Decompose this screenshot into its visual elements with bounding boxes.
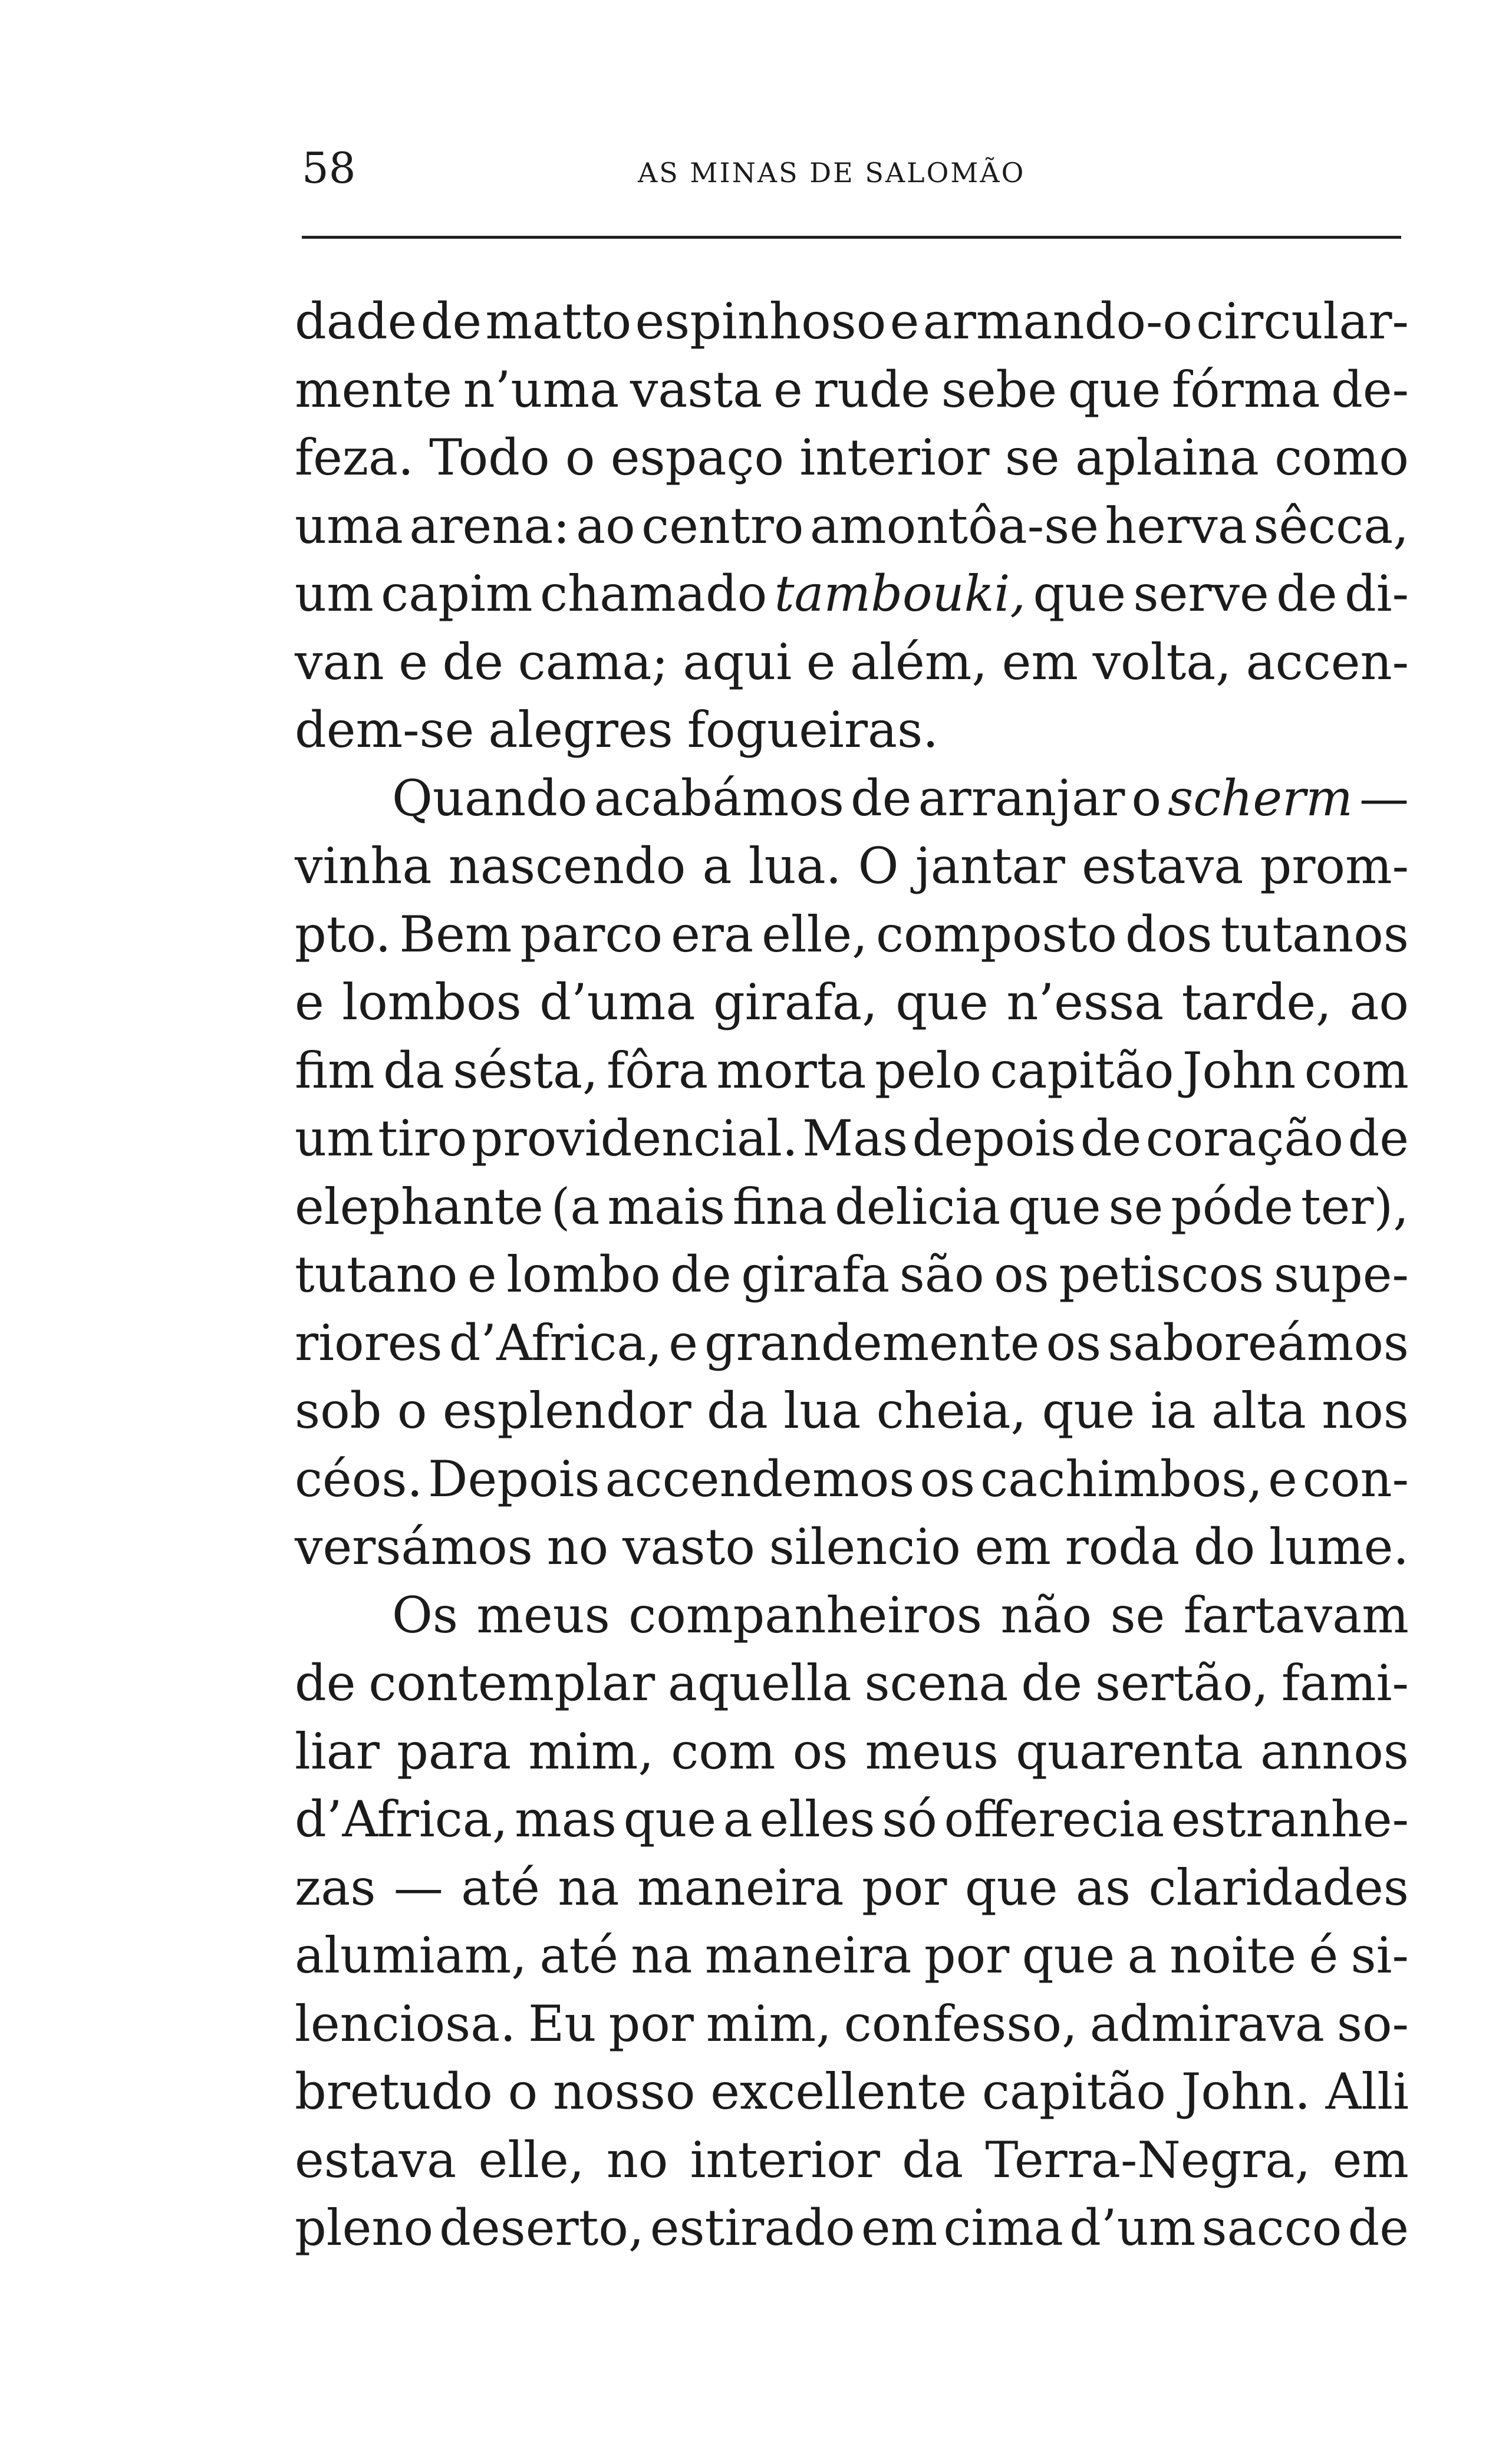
word: pelo bbox=[875, 1041, 981, 1099]
word: dem-se bbox=[295, 701, 475, 759]
word: Todo bbox=[429, 429, 550, 486]
word: alegres bbox=[488, 701, 673, 759]
word: versámos bbox=[295, 1518, 533, 1576]
text-line bbox=[295, 1513, 1409, 1582]
text-line bbox=[295, 1309, 1409, 1378]
word: o bbox=[397, 1382, 427, 1440]
word: estirado bbox=[650, 2199, 855, 2257]
word: jantar bbox=[915, 837, 1065, 895]
word: alta bbox=[1211, 1382, 1306, 1440]
word: liar bbox=[295, 1722, 380, 1780]
word: meus bbox=[476, 1586, 610, 1644]
word: O bbox=[858, 837, 899, 895]
word: matto bbox=[485, 292, 632, 350]
word: como bbox=[1274, 429, 1409, 486]
word: da bbox=[383, 1041, 444, 1099]
word: os bbox=[994, 1246, 1049, 1303]
word: era bbox=[671, 905, 754, 963]
word: lume. bbox=[1269, 1518, 1409, 1576]
word: chamado bbox=[540, 565, 767, 623]
word: para bbox=[397, 1722, 512, 1780]
word: noite bbox=[1170, 1927, 1297, 1984]
word: do bbox=[1193, 1518, 1256, 1576]
word: petiscos bbox=[1059, 1246, 1264, 1303]
word: tiro bbox=[378, 1109, 467, 1167]
text-line bbox=[295, 492, 1409, 561]
text-line bbox=[295, 2126, 1409, 2195]
word: lenciosa. bbox=[295, 1994, 516, 2053]
header-rule bbox=[302, 236, 1401, 239]
text-line bbox=[295, 1173, 1409, 1242]
word: saboreámos bbox=[1108, 1313, 1409, 1372]
word: no bbox=[606, 2130, 668, 2189]
word: a bbox=[702, 837, 732, 895]
word: são bbox=[899, 1246, 984, 1303]
word: circular- bbox=[1196, 292, 1409, 350]
word: tarde, bbox=[1181, 973, 1332, 1031]
word: feza. bbox=[295, 429, 414, 486]
text-line bbox=[295, 2058, 1409, 2126]
word: e bbox=[398, 633, 428, 691]
text-line bbox=[295, 832, 1409, 901]
word: parco bbox=[520, 905, 663, 963]
word: acabámos bbox=[594, 769, 844, 827]
word: e bbox=[773, 360, 803, 419]
word: amontôa-se bbox=[809, 496, 1099, 555]
word: e bbox=[890, 292, 920, 350]
text-line bbox=[295, 1649, 1409, 1718]
word: interior bbox=[690, 2130, 880, 2189]
word: de bbox=[670, 1246, 732, 1303]
word: capim bbox=[381, 565, 533, 623]
word: maneira bbox=[637, 1858, 844, 1916]
word: depois bbox=[912, 1109, 1076, 1167]
word: admirava bbox=[1089, 1994, 1325, 2053]
word: coração bbox=[1145, 1109, 1344, 1167]
word: fartavam bbox=[1183, 1586, 1409, 1644]
word: de bbox=[1276, 565, 1338, 623]
word: roda bbox=[1065, 1518, 1180, 1576]
word: o bbox=[565, 429, 595, 486]
word: céos. bbox=[295, 1450, 423, 1508]
word: silencio bbox=[769, 1518, 961, 1576]
word: deserto, bbox=[439, 2199, 644, 2257]
word: nascendo bbox=[448, 837, 686, 895]
text-line bbox=[295, 1445, 1409, 1514]
word: d’Africa, bbox=[449, 1313, 663, 1372]
word: sebe bbox=[941, 360, 1058, 419]
word: com bbox=[1304, 1041, 1409, 1099]
word: volta, bbox=[1092, 633, 1232, 691]
word: serve bbox=[1133, 565, 1269, 623]
word: aqui bbox=[683, 633, 792, 691]
word: em bbox=[861, 2199, 938, 2257]
word: offerecia bbox=[944, 1790, 1165, 1848]
word: Mas bbox=[802, 1109, 908, 1167]
text-line bbox=[295, 1786, 1409, 1854]
word: só bbox=[882, 1790, 937, 1848]
word: e bbox=[1268, 1450, 1297, 1508]
word: accendemos bbox=[605, 1450, 915, 1508]
word: sésta, bbox=[453, 1041, 598, 1099]
word: estava bbox=[1082, 837, 1244, 895]
word: os bbox=[792, 1722, 848, 1780]
text-line bbox=[295, 1854, 1409, 1922]
word: Terra-Negra, bbox=[985, 2130, 1311, 2189]
text-line bbox=[295, 1377, 1409, 1445]
word: claridades bbox=[1148, 1858, 1409, 1916]
text-line bbox=[295, 424, 1409, 492]
word: que bbox=[1022, 1927, 1115, 1984]
word: de bbox=[1348, 1109, 1409, 1167]
word: da bbox=[902, 2130, 964, 2189]
word: armando-o bbox=[923, 292, 1193, 350]
word: as bbox=[1075, 1858, 1131, 1916]
word: prom- bbox=[1260, 837, 1409, 895]
word: si- bbox=[1350, 1927, 1409, 1984]
word: excellente bbox=[710, 2063, 967, 2120]
word: lua bbox=[783, 1382, 861, 1440]
word: Depois bbox=[428, 1450, 600, 1508]
word: capitão bbox=[990, 1041, 1174, 1099]
word: que bbox=[1033, 565, 1126, 623]
word: dade bbox=[295, 292, 417, 350]
word: sêcca, bbox=[1253, 496, 1409, 555]
word: fami- bbox=[1281, 1654, 1409, 1712]
word: arranjar bbox=[918, 769, 1125, 827]
word: van bbox=[295, 633, 384, 691]
word: di- bbox=[1344, 565, 1409, 623]
word: d’um bbox=[1069, 2199, 1196, 2257]
word: que bbox=[1042, 1382, 1135, 1440]
word: scherm bbox=[1168, 769, 1353, 827]
word: ao bbox=[1349, 973, 1409, 1031]
word: por bbox=[608, 1994, 694, 2053]
word: e bbox=[668, 1313, 698, 1372]
text-line bbox=[295, 1241, 1409, 1309]
text-line bbox=[295, 1105, 1409, 1173]
word: mas bbox=[515, 1790, 617, 1848]
word: providencial. bbox=[471, 1109, 798, 1167]
running-title: AS MINAS DE SALOMÃO bbox=[638, 157, 1026, 189]
word: Bem bbox=[399, 905, 512, 963]
word: o bbox=[1131, 769, 1162, 827]
word: n’essa bbox=[1006, 973, 1164, 1031]
word: elle, bbox=[762, 905, 868, 963]
word: nos bbox=[1322, 1382, 1409, 1440]
word: morta bbox=[716, 1041, 867, 1099]
word: centro bbox=[641, 496, 804, 555]
word: fina bbox=[732, 1177, 828, 1236]
text-line bbox=[295, 560, 1409, 628]
word: John bbox=[1182, 1041, 1296, 1099]
word: a bbox=[723, 1790, 753, 1848]
word: — bbox=[1359, 769, 1409, 827]
text-line bbox=[295, 2194, 1409, 2263]
word: elephante bbox=[295, 1177, 543, 1236]
word: que bbox=[895, 973, 989, 1031]
word: fôra bbox=[607, 1041, 709, 1099]
word: póde bbox=[1171, 1177, 1293, 1236]
word: composto bbox=[875, 905, 1117, 963]
word: cima bbox=[943, 2199, 1064, 2257]
word: dos bbox=[1125, 905, 1213, 963]
word: capitão bbox=[981, 2063, 1166, 2120]
text-line bbox=[295, 696, 1409, 765]
word: alumiam, bbox=[295, 1927, 527, 1984]
word: que bbox=[964, 1858, 1058, 1916]
word: aquella bbox=[668, 1654, 852, 1712]
word: fogueiras. bbox=[687, 701, 938, 759]
word: d’Africa, bbox=[295, 1790, 508, 1848]
word: de bbox=[1021, 1654, 1082, 1712]
word: cama; bbox=[518, 633, 668, 691]
word: estava bbox=[295, 2130, 457, 2189]
word: delicia bbox=[834, 1177, 1001, 1236]
word: sob bbox=[295, 1382, 382, 1440]
word: espinhoso bbox=[635, 292, 887, 350]
word: da bbox=[707, 1382, 768, 1440]
text-line bbox=[295, 969, 1409, 1037]
word: lombos bbox=[342, 973, 522, 1031]
word: vinha bbox=[295, 837, 432, 895]
word: mente bbox=[295, 360, 452, 419]
word: os bbox=[1046, 1313, 1102, 1372]
word: companheiros bbox=[628, 1586, 982, 1644]
word: e bbox=[467, 1246, 497, 1303]
word: se bbox=[1110, 1586, 1165, 1644]
word: d’uma bbox=[539, 973, 696, 1031]
body-text bbox=[295, 288, 1409, 2263]
word: até bbox=[539, 1927, 618, 1984]
word: na bbox=[631, 1927, 693, 1984]
word: a bbox=[1127, 1927, 1157, 1984]
word: pleno bbox=[295, 2199, 434, 2257]
word: girafa, bbox=[713, 973, 878, 1031]
word: riores bbox=[295, 1313, 443, 1372]
word: esplendor bbox=[442, 1382, 691, 1440]
word: zas bbox=[295, 1858, 376, 1916]
word: de bbox=[442, 633, 503, 691]
word: pto. bbox=[295, 905, 391, 963]
word: fórma bbox=[1171, 360, 1320, 419]
word: de bbox=[1348, 2199, 1409, 2257]
word: aplaina bbox=[1075, 429, 1259, 486]
text-line bbox=[295, 765, 1409, 833]
word: Os bbox=[392, 1586, 458, 1644]
word: e bbox=[295, 973, 324, 1031]
word: espaço bbox=[610, 429, 785, 486]
word: de bbox=[851, 769, 912, 827]
text-line bbox=[295, 1718, 1409, 1786]
word: — bbox=[393, 1858, 443, 1916]
word: uma bbox=[295, 496, 403, 555]
word: elles bbox=[759, 1790, 875, 1848]
word: se bbox=[1004, 429, 1060, 486]
word: confesso, bbox=[844, 1994, 1078, 2053]
word: no bbox=[546, 1518, 609, 1576]
word: ter), bbox=[1300, 1177, 1409, 1236]
word: estranhe- bbox=[1171, 1790, 1409, 1848]
word: interior bbox=[799, 429, 990, 486]
word: Eu bbox=[528, 1994, 597, 2053]
word: de bbox=[420, 292, 482, 350]
word: cheia, bbox=[876, 1382, 1027, 1440]
word: mim, bbox=[706, 1994, 832, 2053]
text-line bbox=[295, 901, 1409, 969]
word: arena: bbox=[409, 496, 570, 555]
text-line bbox=[295, 628, 1409, 697]
text-line bbox=[295, 1037, 1409, 1105]
word: é bbox=[1309, 1927, 1339, 1984]
word: mais bbox=[607, 1177, 726, 1236]
word: con- bbox=[1302, 1450, 1409, 1508]
word: de- bbox=[1331, 360, 1409, 419]
word: que bbox=[623, 1790, 717, 1848]
word: mim, bbox=[528, 1722, 654, 1780]
word: (a bbox=[551, 1177, 600, 1236]
word: contemplar bbox=[368, 1654, 655, 1712]
word: maneira bbox=[704, 1927, 912, 1984]
word: sertão, bbox=[1095, 1654, 1269, 1712]
word: um bbox=[295, 1109, 374, 1167]
word: annos bbox=[1260, 1722, 1409, 1780]
text-line bbox=[295, 1990, 1409, 2059]
word: meus bbox=[865, 1722, 999, 1780]
word: bretudo bbox=[295, 2063, 493, 2120]
word: não bbox=[1000, 1586, 1092, 1644]
word: John. bbox=[1181, 2063, 1310, 2120]
word: Quando bbox=[392, 769, 588, 827]
word: de bbox=[1080, 1109, 1142, 1167]
word: por bbox=[924, 1927, 1010, 1984]
word: tutano bbox=[295, 1246, 458, 1303]
text-line bbox=[295, 288, 1409, 356]
text-line bbox=[295, 1582, 1409, 1650]
word: em bbox=[974, 1518, 1051, 1576]
text-line bbox=[295, 356, 1409, 424]
word: em bbox=[1002, 633, 1078, 691]
word: tambouki, bbox=[774, 565, 1026, 623]
word: que bbox=[1008, 1177, 1101, 1236]
word: nosso bbox=[552, 2063, 696, 2120]
word: sacco bbox=[1201, 2199, 1342, 2257]
word: de bbox=[295, 1654, 356, 1712]
word: em bbox=[1332, 2130, 1409, 2189]
word: elle, bbox=[478, 2130, 585, 2189]
word: o bbox=[508, 2063, 538, 2120]
word: os bbox=[920, 1450, 976, 1508]
word: com bbox=[671, 1722, 776, 1780]
word: tutanos bbox=[1220, 905, 1409, 963]
word: accen- bbox=[1246, 633, 1409, 691]
word: se bbox=[1108, 1177, 1164, 1236]
word: n’uma bbox=[463, 360, 620, 419]
word: supe- bbox=[1273, 1246, 1409, 1303]
word: grandemente bbox=[704, 1313, 1040, 1372]
word: so- bbox=[1336, 1994, 1409, 2053]
word: vasta bbox=[630, 360, 763, 419]
word: girafa bbox=[741, 1246, 890, 1303]
word: além, bbox=[850, 633, 988, 691]
word: lua. bbox=[748, 837, 842, 895]
word: na bbox=[558, 1858, 620, 1916]
word: ao bbox=[576, 496, 635, 555]
word: scena bbox=[864, 1654, 1009, 1712]
word: fim bbox=[295, 1041, 375, 1099]
text-line bbox=[295, 1922, 1409, 1990]
page-number: 58 bbox=[302, 143, 356, 193]
word: lombo bbox=[506, 1246, 661, 1303]
word: quarenta bbox=[1016, 1722, 1243, 1780]
word: por bbox=[861, 1858, 947, 1916]
word: vasto bbox=[622, 1518, 755, 1576]
word: e bbox=[806, 633, 836, 691]
word: Alli bbox=[1325, 2063, 1409, 2120]
word: um bbox=[295, 565, 374, 623]
word: ia bbox=[1150, 1382, 1196, 1440]
page-header bbox=[302, 136, 1398, 200]
word: até bbox=[461, 1858, 540, 1916]
word: rude bbox=[813, 360, 931, 419]
word: herva bbox=[1105, 496, 1247, 555]
word: cachimbos, bbox=[980, 1450, 1263, 1508]
word: que bbox=[1068, 360, 1161, 419]
